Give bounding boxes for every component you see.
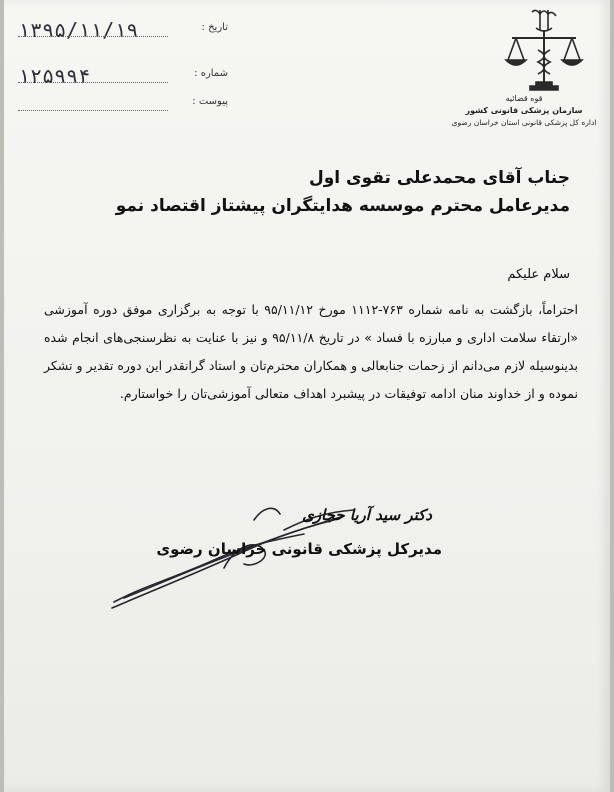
letter-body: احتراماً، بازگشت به نامه شماره ۷۶۳-۱۱۱۲ مورخ ۹۵/۱۱/۱۲ با توجه به برگزاری موفق دوره آموزشی «ارتقاء سلامت اداری و مبارزه با فساد » در تاریخ ۹۵/۱۱/۸ و نیز با عنایت به نظرسنجی‌های انجام شده بدینوسیله لازم می‌دانم از زحمات جنابعالی و همکاران محترم‌تان و استاد گرانقدر این دوره تقدیر و تشکر نموده و از خداوند منان ادامه توفیقات در پیشبرد اهداف متعالی آموزشی‌تان را خواستارم. (44, 302, 578, 401)
attachment-label: پیوست : (192, 96, 228, 107)
number-value: ۱۲۵۹۹۴ (18, 64, 91, 88)
org-judiciary: قوه قضائیه (505, 94, 543, 103)
number-label: شماره : (194, 68, 228, 79)
number-dotted-line (18, 82, 168, 83)
signatory-title: مدیرکل پزشکی قانونی خراسان رضوی (156, 540, 442, 558)
letter-page (4, 0, 610, 792)
date-row (12, 18, 252, 40)
date-value: ۱۳۹۵/۱۱/۱۹ (18, 18, 139, 42)
date-label: تاریخ : (201, 22, 228, 33)
judiciary-emblem-icon (502, 6, 586, 92)
attachment-dotted-line (18, 110, 168, 111)
greeting: سلام علیکم (507, 267, 570, 282)
org-provincial: اداره کل پزشکی قانونی استان خراسان رضوی (451, 118, 597, 127)
attachment-row (12, 92, 252, 114)
recipient-name: جناب آقای محمدعلی تقوی اول (308, 168, 570, 188)
number-row (12, 64, 252, 86)
signatory-name: دکتر سید آریا حجازی (302, 506, 432, 524)
recipient-title: مدیرعامل محترم موسسه هدایتگران پیشتاز اقتصاد نمو (115, 196, 570, 216)
date-dotted-line (18, 36, 168, 37)
org-national: سازمان پزشکی قانونی کشور (465, 106, 583, 115)
